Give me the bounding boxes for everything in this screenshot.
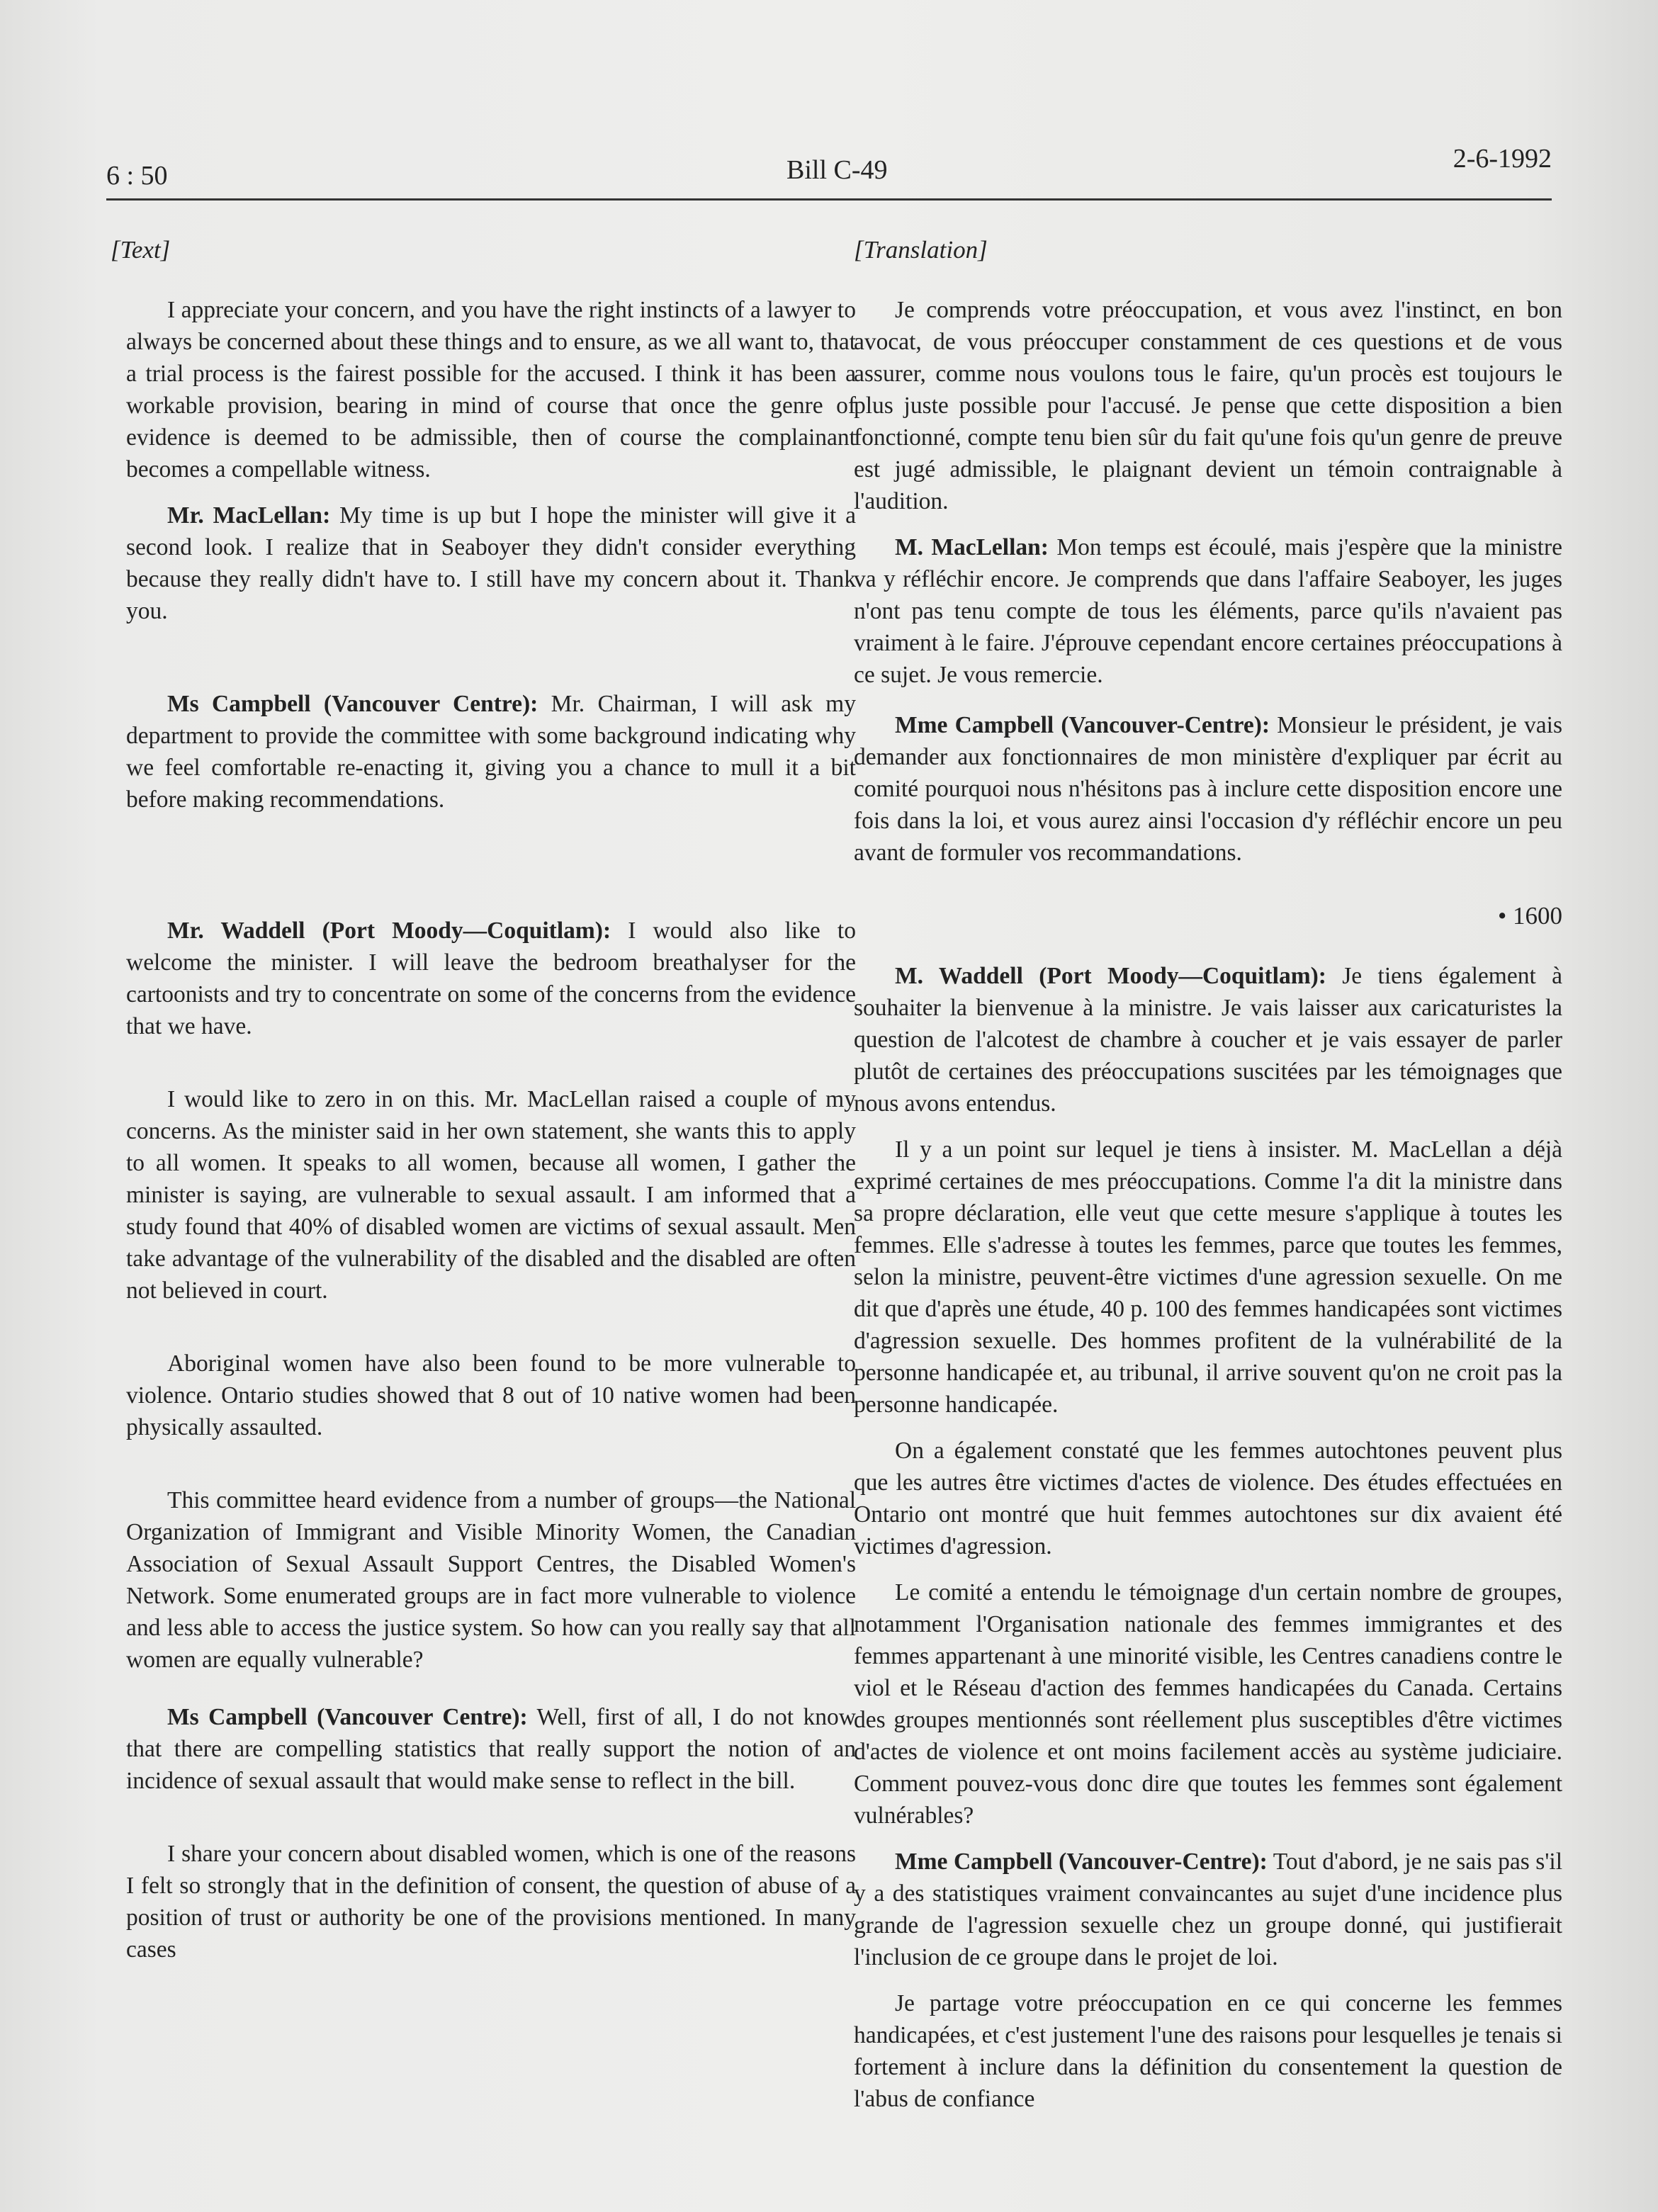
french-column bbox=[854, 234, 1562, 2129]
page-number: 6 : 50 bbox=[106, 161, 168, 191]
speech-paragraph bbox=[854, 1846, 1562, 1973]
column-label-text: [Text] bbox=[111, 236, 171, 264]
paragraph: Je partage votre préoccupation en ce qui concerne les femmes handicapées, et c'est justement l'une des raisons pour lesquelles je tenais si fortement à inclure dans la définition du consentement la question de l'abus de confiance bbox=[854, 1990, 1562, 2112]
speaker-name: Ms Campbell (Vancouver Centre): bbox=[167, 1704, 528, 1730]
document-date: 2-6-1992 bbox=[1453, 144, 1552, 174]
paragraph: Le comité a entendu le témoignage d'un certain nombre de groupes, notamment l'Organisation nationale des femmes immigrantes et des femmes appartenant à une minorité visible, les Centres canadiens contre le viol et le Réseau d'action des femmes handicapées du Canada. Certains des groupes mentionnés sont réellement plus susceptibles d'être victimes d'actes de violence et ont moins facilement accès au système judiciaire. Comment pouvez-vous donc dire que toutes les femmes sont également vulnérables? bbox=[854, 1579, 1562, 1829]
paragraph: Aboriginal women have also been found to be more vulnerable to violence. Ontario studies showed that 8 out of 10 native women had been physically assaulted. bbox=[126, 1350, 856, 1440]
speech-paragraph bbox=[854, 960, 1562, 1119]
speaker-name: Ms Campbell (Vancouver Centre): bbox=[167, 691, 538, 717]
speaker-name: M. MacLellan: bbox=[895, 534, 1049, 560]
speaker-name: Mme Campbell (Vancouver-Centre): bbox=[895, 712, 1270, 738]
paragraph: On a également constaté que les femmes autochtones peuvent plus que les autres être victimes d'actes de violence. Des études effectuées en Ontario ont montré que huit femmes autochtones sur dix avaient été victimes d'agression. bbox=[854, 1438, 1562, 1559]
speech-text: Well, first of all, I do not know that there are compelling statistics that really support the notion of an incidence of sexual assault that would make sense to reflect in the bill. bbox=[126, 1704, 856, 1794]
speech-paragraph bbox=[126, 500, 856, 627]
english-column bbox=[111, 234, 857, 1980]
speech-text: Monsieur le président, je vais demander aux fonctionnaires de mon ministère d'expliquer par écrit au comité pourquoi nous n'hésitons pas à inclure cette disposition encore une fois dans la loi, et vous aurez ainsi l'occasion d'y réfléchir encore un peu avant de formuler vos recommandations. bbox=[854, 712, 1562, 866]
paragraph: This committee heard evidence from a number of groups—the National Organization of Immigrant and Visible Minority Women, the Canadian Association of Sexual Assault Support Centres, the Disabled Women's Network. Some enumerated groups are in fact more vulnerable to violence and less able to access the justice system. So how can you really say that all women are equally vulnerable? bbox=[126, 1487, 856, 1673]
speaker-name: M. Waddell (Port Moody—Coquitlam): bbox=[895, 963, 1326, 989]
paragraph: Il y a un point sur lequel je tiens à insister. M. MacLellan a déjà exprimé certaines de mes préoccupations. Comme l'a dit la ministre dans sa propre déclaration, elle veut que cette mesure s'applique à toutes les femmes. Elle s'adresse à toutes les femmes, parce que toutes les femmes, selon la ministre, peuvent-être victimes d'une agression sexuelle. On me dit que d'après une étude, 40 p. 100 des femmes handicapées sont victimes d'agression sexuelle. Des hommes profitent de la vulnérabilité de la personne handicapée et, au tribunal, il arrive souvent qu'on ne croit pas la personne handicapée. bbox=[854, 1136, 1562, 1418]
speech-paragraph bbox=[126, 915, 856, 1042]
speaker-name: Mr. MacLellan: bbox=[167, 502, 331, 529]
speech-text: Mon temps est écoulé, mais j'espère que la ministre va y réfléchir encore. Je comprends que dans l'affaire Seaboyer, les juges n'ont pas tenu compte de tous les éléments, parce qu'ils n'avaient pas vraiment à le faire. J'éprouve cependant encore certaines préoccupations à ce sujet. Je vous remercie. bbox=[854, 534, 1562, 688]
document-title: Bill C-49 bbox=[786, 155, 888, 185]
paragraph: I would like to zero in on this. Mr. MacLellan raised a couple of my concerns. As the minister said in her own statement, she wants this to apply to all women. It speaks to all women, because all women, I gather the minister is saying, are vulnerable to sexual assault. I am informed that a study found that 40% of disabled women are victims of sexual assault. Men take advantage of the vulnerability of the disabled and the disabled are often not believed in court. bbox=[126, 1086, 856, 1304]
speaker-name: Mr. Waddell (Port Moody—Coquitlam): bbox=[167, 918, 611, 944]
speech-text: I would also like to welcome the minister. I will leave the bedroom breathalyser for the cartoonists and try to concentrate on some of the concerns from the evidence that we have. bbox=[126, 918, 856, 1039]
speech-text: Je tiens également à souhaiter la bienvenue à la ministre. Je vais laisser aux caricaturistes la question de l'alcotest de chambre à coucher et je vais essayer de parler plutôt de certaines des préoccupations suscitées par les témoignages que nous avons entendus. bbox=[854, 963, 1562, 1117]
speaker-name: Mme Campbell (Vancouver-Centre): bbox=[895, 1849, 1268, 1875]
paragraph: I share your concern about disabled women, which is one of the reasons I felt so strongly that in the definition of consent, the question of abuse of a position of trust or authority be one of the provisions mentioned. In many cases bbox=[126, 1841, 856, 1963]
time-marker: • 1600 bbox=[1497, 902, 1562, 930]
speech-text: Mr. Chairman, I will ask my department to provide the committee with some background indicating why we feel comfortable re-enacting it, giving you a chance to mull it a bit before making recommendations. bbox=[126, 691, 856, 813]
speech-paragraph bbox=[126, 1701, 856, 1797]
speech-paragraph bbox=[854, 531, 1562, 691]
speech-paragraph bbox=[854, 709, 1562, 869]
paragraph: Je comprends votre préoccupation, et vous avez l'instinct, en bon avocat, de vous préoccuper constamment de ces questions et de vous assurer, comme nous voulons tous le faire, qu'un procès est toujours le plus juste possible pour l'accusé. Je pense que cette disposition a bien fonctionné, compte tenu bien sûr du fait qu'une fois qu'un genre de preuve est jugé admissible, le plaignant devient un témoin contraignable à l'audition. bbox=[854, 297, 1562, 514]
page-header bbox=[106, 135, 1552, 201]
speech-paragraph bbox=[126, 688, 856, 816]
paragraph: I appreciate your concern, and you have the right instincts of a lawyer to always be concerned about these things and to ensure, as we all want to, that a trial process is the fairest possible for the accused. I think it has been a workable provision, bearing in mind of course that once the genre of evidence is deemed to be admissible, then of course the complainant becomes a compellable witness. bbox=[126, 297, 856, 483]
speech-text: Tout d'abord, je ne sais pas s'il y a des statistiques vraiment convaincantes au sujet d'une incidence plus grande de l'agression sexuelle chez un groupe donné, qui justifierait l'inclusion de ce groupe dans le projet de loi. bbox=[854, 1849, 1562, 1970]
speech-text: My time is up but I hope the minister will give it a second look. I realize that in Seaboyer they didn't consider everything because they really didn't have to. I still have my concern about it. Thank you. bbox=[126, 502, 857, 624]
column-label-translation: [Translation] bbox=[854, 236, 988, 264]
